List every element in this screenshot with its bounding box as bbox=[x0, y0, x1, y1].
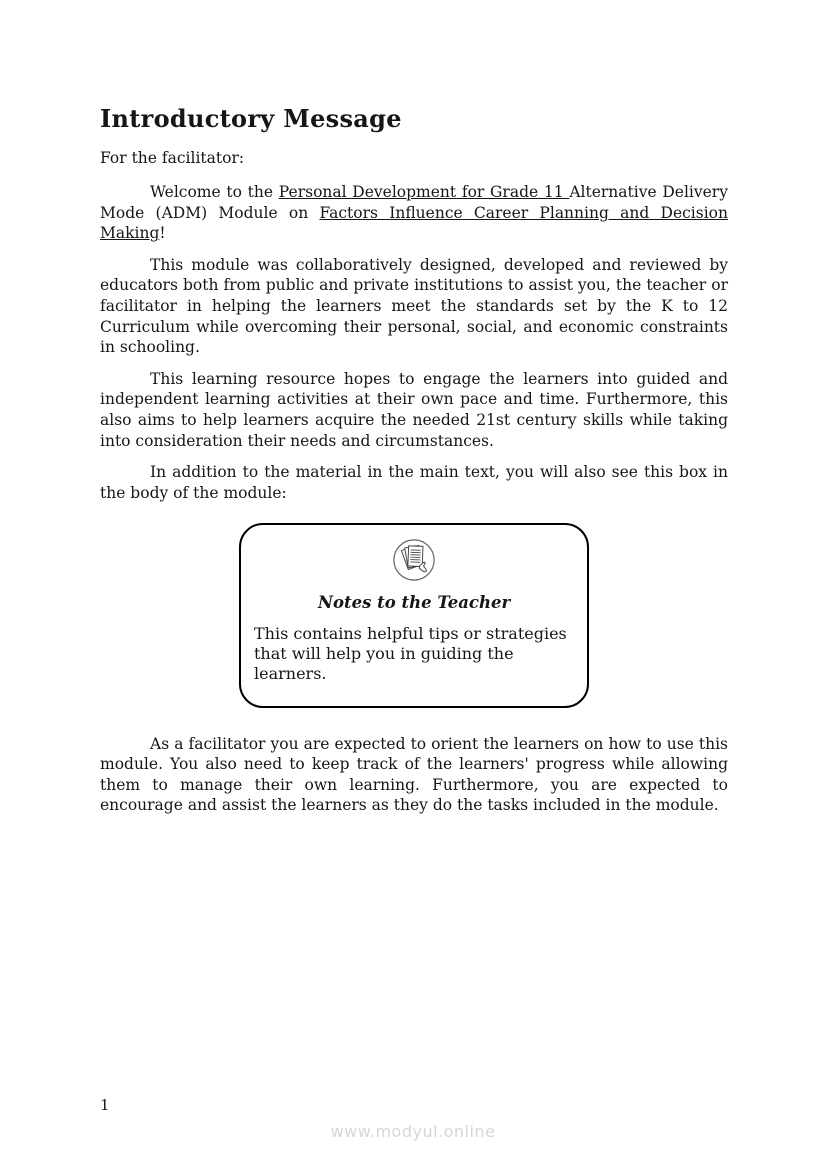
text-segment: Welcome to the bbox=[150, 183, 279, 201]
page-title: Introductory Message bbox=[100, 104, 402, 133]
text-segment: ! bbox=[159, 224, 166, 243]
page-number: 1 bbox=[100, 1096, 110, 1114]
text-segment: Alternative Delivery Mode (ADM) Module on bbox=[100, 183, 728, 222]
notes-to-teacher-box bbox=[239, 523, 589, 708]
salutation-line: For the facilitator: bbox=[100, 149, 245, 167]
notes-box-body: This contains helpful tips or strategies that will help you in guiding the learners. bbox=[254, 623, 567, 683]
underlined-module-name: Personal Development for Grade 11 bbox=[278, 183, 570, 201]
watermark-text: www.modyul.online bbox=[330, 1122, 496, 1141]
paragraph-learning-resource: This learning resource hopes to engage the learners into guided and independent learning activities at their own pace and time. Furthermore, this also aims to help learners acquire the needed 21st century skills while taking into consideration their needs and circumstances. bbox=[100, 369, 728, 450]
notes-papers-hand-icon bbox=[391, 537, 437, 583]
paragraph-facilitator-role: As a facilitator you are expected to orient the learners on how to use this module. You also need to keep track of the learners' progress while allowing them to manage their own learning. Furthermore, you are expected to encourage and assist the learners as they do the tasks included in the module. bbox=[100, 734, 728, 815]
paragraph-box-intro: In addition to the material in the main text, you will also see this box in the body of the module: bbox=[100, 463, 728, 502]
welcome-paragraph bbox=[100, 182, 728, 244]
underlined-module-topic: Factors Influence Career Planning and Decision Making bbox=[100, 203, 728, 243]
notes-box-title: Notes to the Teacher bbox=[317, 592, 511, 612]
notes-icon-container bbox=[254, 537, 574, 583]
page-content bbox=[100, 104, 728, 827]
paragraph-module-design: This module was collaboratively designed, developed and reviewed by educators both from public and private institutions to assist you, the teacher or facilitator in helping the learners meet the standards set by the K to 12 Curriculum while overcoming their personal, social, and economic constraints in schooling. bbox=[100, 255, 728, 357]
